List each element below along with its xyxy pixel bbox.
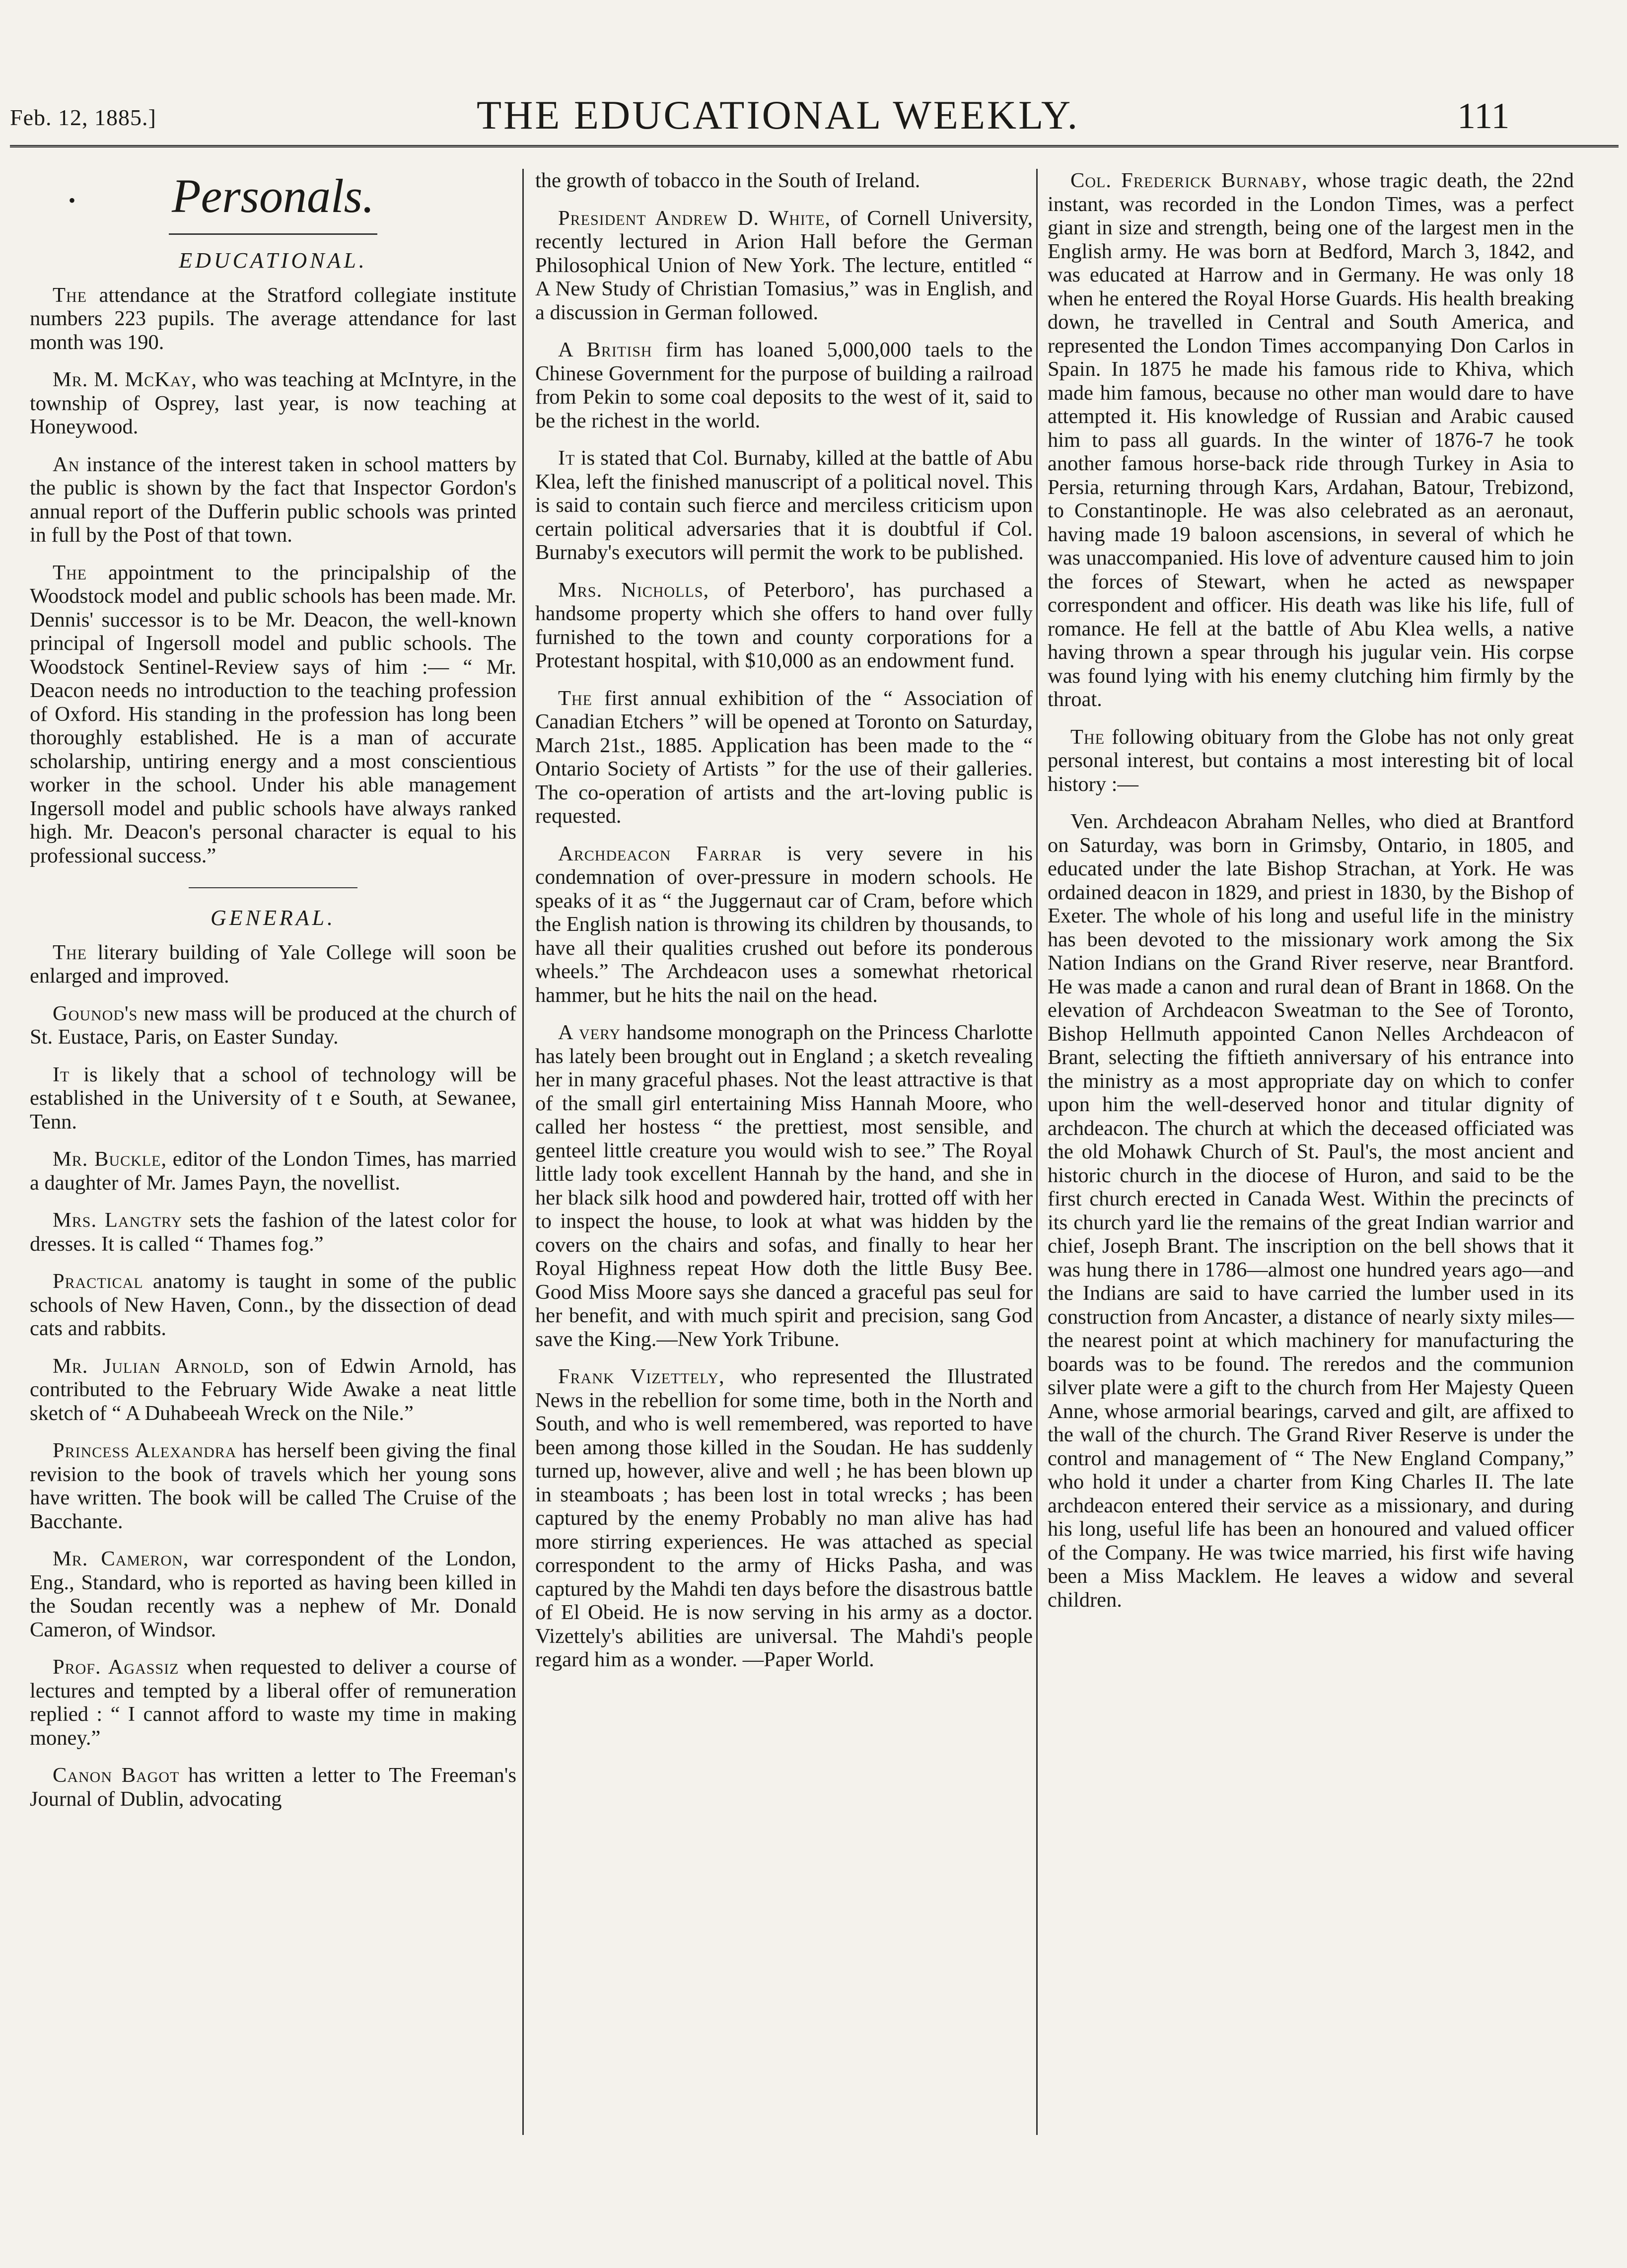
article-paragraph xyxy=(30,1655,516,1750)
paragraph-text: instance of the interest taken in school matters by the public is shown by the fact that Inspector Gordon's annual report of the Dufferin public schools was printed in full by the Post of that town. xyxy=(30,452,516,547)
column-divider xyxy=(522,169,524,2135)
column-3-items xyxy=(1048,169,1574,1612)
article-paragraph xyxy=(1048,169,1574,711)
paragraph-text: firm has loaned 5,000,000 taels to the Chinese Government for the purpose of building a railroad from Pekin to some coal deposits to the west of it, said to be the richest in the world. xyxy=(535,338,1033,432)
article-paragraph xyxy=(30,1354,516,1425)
paragraph-text: is likely that a school of technology will be established in the University of t e South, at Sewanee, Tenn. xyxy=(30,1063,516,1134)
article-paragraph xyxy=(30,1547,516,1641)
heading-rule xyxy=(169,233,377,235)
paragraph-lead: Mr. M. McKay, xyxy=(53,368,198,391)
column-2 xyxy=(535,169,1033,1686)
paragraph-lead: A very xyxy=(558,1021,621,1044)
paragraph-text: Ven. Archdeacon Abraham Nelles, who died at Brantford on Saturday, was born in Grimsby, Ontario, in 1805, and educated under the late Bishop Strachan, at York. He was ordained deacon in 1829, and priest in 1830, by the Bishop of Exeter. The whole of his long and useful life in the ministry has been devoted to the missionary work among the Six Nation Indians on the Grand River reserve, near Brantford. He was made a canon and rural dean of Brant in 1868. On the elevation of Archdeacon Sweatman to the See of Toronto, Bishop Hellmuth appointed Canon Nelles Archdeacon of Brant, selecting the fiftieth anniversary of his entrance into the ministry as a most appropriate day on which to confer upon him the well-deserved honor and titular dignity of archdeacon. The church at which the deceased officiated was the old Mohawk Church of St. Paul's, the most ancient and historic church in the diocese of Huron, and said to be the first church erected in Canada West. Within the precincts of its church yard lie the remains of the great Indian warrior and chief, Joseph Brant. The inscription on the bell shows that it was hung there in 1786—almost one hundred years ago—and the Indians are said to have carried the lumber used in its construction from Ancaster, a distance of nearly sixty miles—the nearest point at which machinery for manufacturing the boards was to be found. The reredos and the communion silver plate were a gift to the church from Her Majesty Queen Anne, whose armorial bearings, carved and gilt, are affixed to the wall of the church. The Grand River Reserve is under the control and management of “ The New England Company,” who hold it under a charter from King Charles II. The late archdeacon entered their service as a missionary, and during his long, useful life has been an honoured and valued officer of the Company. He was twice married, his first wife having been a Miss Macklem. He leaves a widow and several children. xyxy=(1048,810,1574,1612)
paragraph-lead: Prof. Agassiz xyxy=(53,1655,179,1679)
article-paragraph xyxy=(535,687,1033,828)
bullet-mark: • xyxy=(69,189,76,212)
article-paragraph xyxy=(30,1002,516,1049)
paragraph-text: war correspondent of the London, Eng., Standard, who is reported as having been killed in the Soudan recently was a nephew of Mr. Donald Cameron, of Windsor. xyxy=(30,1547,516,1641)
paragraph-text: whose tragic death, the 22nd instant, was recorded in the London Times, was a perfect giant in size and strength, being one of the largest men in the English army. He was born at Bedford, March 3, 1842, and was educated at Harrow and in Germany. He was only 18 when he entered the Royal Horse Guards. His health breaking down, he travelled in Central and South America, and represented the London Times accompanying Don Carlos in Spain. In 1875 he made his famous ride to Khiva, which made him famous, because no other man would dare to have attempted it. His knowledge of Russian and Arabic caused him to pass all guards. In the winter of 1876-7 he took another famous horse-back ride through Turkey in Asia to Persia, returning through Kars, Ardahan, Batour, Trebizond, to Constantinople. He was also celebrated as an aeronaut, having made 19 baloon ascensions, in several of which he was unaccompanied. His love of adventure caused him to join the forces of Stewart, when he acted as newspaper correspondent and officer. His death was like his life, full of romance. He fell at the battle of Abu Klea wells, a native having thrown a spear through his jugular vein. His corpse was found lying with his enemy clutching him firmly by the throat. xyxy=(1048,169,1574,711)
paragraph-text: is very severe in his condemnation of over-pressure in modern schools. He speaks of it as “ the Juggernaut car of Cram, before which the English nation is throwing its children by thousands, to have all their qualities crushed out before its ponderous wheels.” The Archdeacon uses a somewhat rhetorical hammer, but he hits the nail on the head. xyxy=(535,842,1033,1007)
subheading-educational: EDUCATIONAL. xyxy=(179,248,367,273)
paragraph-lead: Mrs. Langtry xyxy=(53,1208,183,1232)
paragraph-lead: Archdeacon Farrar xyxy=(558,842,763,865)
paragraph-lead: The xyxy=(53,940,87,964)
article-paragraph xyxy=(30,561,516,868)
column-divider xyxy=(1036,169,1038,2135)
article-paragraph xyxy=(535,1365,1033,1672)
paragraph-text: editor of the London Times, has married a daughter of Mr. James Payn, the novellist. xyxy=(30,1147,517,1195)
paragraph-text: new mass will be produced at the church of St. Eustace, Paris, on Easter Sunday. xyxy=(30,1001,516,1049)
paragraph-text: has herself been giving the final revision to the book of travels which her young sons have written. The book will be called The Cruise of the Bacchante. xyxy=(30,1439,516,1533)
general-items xyxy=(30,941,516,1811)
paragraph-text: who represented the Illustrated News in the rebellion for some time, both in the North and South, and who is well remembered, was reported to have been among those killed in the Soudan. He has suddenly turned up, however, alive and well ; he has been blown up in steamboats ; has been lost in total wrecks ; has been captured by the enemy Probably no man alive has had more stirring experiences. He was attached as special correspondent to the army of Hicks Pasha, and was captured by the Mahdi ten days before the disastrous battle of El Obeid. He is now serving in his army as a doctor. Vizettely's abilities are universal. The Mahdi's people regard him as a wonder. —Paper World. xyxy=(535,1365,1033,1671)
paragraph-text: son of Edwin Arnold, has contributed to the February Wide Awake a neat little sketch of “ A Duhabeeah Wreck on the Nile.” xyxy=(30,1354,516,1425)
paragraph-lead: President Andrew D. White, xyxy=(558,206,831,230)
paragraph-text: of Cornell University, recently lectured in Arion Hall before the German Philosophical Union of New York. The lecture, entitled “ A New Study of Christian Tomasius,” was in English, and a discussion in German followed. xyxy=(535,206,1033,324)
page-number: 111 xyxy=(1457,96,1510,137)
article-paragraph xyxy=(535,207,1033,325)
article-paragraph xyxy=(30,1270,516,1341)
paragraph-text: when requested to deliver a course of lectures and tempted by a liberal offer of remuneration replied : “ I cannot afford to waste my time in making money.” xyxy=(30,1655,516,1750)
article-paragraph xyxy=(535,1021,1033,1351)
educational-items xyxy=(30,284,516,868)
paragraph-lead: A British xyxy=(558,338,652,361)
paragraph-lead: Mr. Julian Arnold, xyxy=(53,1354,250,1378)
subheading-general: GENERAL. xyxy=(210,906,336,930)
column-2-items xyxy=(535,169,1033,1672)
article-paragraph xyxy=(30,1147,516,1195)
article-paragraph xyxy=(535,446,1033,565)
column-3 xyxy=(1048,169,1574,1626)
article-paragraph xyxy=(30,368,516,439)
section-heading-personals: Personals. xyxy=(172,169,374,222)
paragraph-text: anatomy is taught in some of the public schools of New Haven, Conn., by the dissection of dead cats and rabbits. xyxy=(30,1270,516,1340)
section-divider xyxy=(189,887,357,888)
paragraph-lead: Frank Vizettely, xyxy=(558,1365,725,1388)
paragraph-lead: Mr. Buckle, xyxy=(53,1147,167,1171)
paragraph-lead: It xyxy=(53,1063,70,1086)
paragraph-text: the growth of tobacco in the South of Ireland. xyxy=(535,169,920,192)
article-paragraph xyxy=(30,1208,516,1256)
paragraph-text: appointment to the principalship of the Woodstock model and public schools has been made. Mr. Dennis' successor is to be Mr. Deacon, the well-known principal of Ingersoll model and public schools. The Woodstock Sentinel-Review says of him :— “ Mr. Deacon needs no introduction to the teaching profession of Oxford. His standing in the profession has long been thoroughly established. He is a man of accurate scholarship, untiring energy and a most conscientious worker in the school. Under his able management Ingersoll model and public schools have always ranked high. Mr. Deacon's personal character is equal to his professional success.” xyxy=(30,561,516,867)
article-paragraph xyxy=(30,1063,516,1134)
article-paragraph xyxy=(535,578,1033,673)
paragraph-text: is stated that Col. Burnaby, killed at the battle of Abu Klea, left the finished manuscript of a political novel. This is said to contain such fierce and merciless criticism upon certain political adversaries that it is doubtful if Col. Burnaby's executors will permit the work to be published. xyxy=(535,446,1033,564)
article-paragraph xyxy=(30,941,516,988)
article-paragraph xyxy=(30,1764,516,1811)
paragraph-lead: The xyxy=(1070,725,1105,749)
paragraph-text: attendance at the Stratford collegiate institute numbers 223 pupils. The average attendance for last month was 190. xyxy=(30,283,516,354)
article-paragraph xyxy=(30,284,516,354)
paragraph-lead: Practical xyxy=(53,1270,143,1293)
article-paragraph xyxy=(1048,725,1574,796)
paragraph-lead: The xyxy=(53,561,87,584)
article-paragraph xyxy=(535,842,1033,1007)
paragraph-lead: The xyxy=(558,686,592,710)
article-paragraph xyxy=(30,1439,516,1533)
paragraph-lead: Canon Bagot xyxy=(53,1764,180,1787)
paragraph-text: of Peterboro', has purchased a handsome property which she offers to hand over fully furnished to the town and county corporations for a Protestant hospital, with $10,000 as an endowment fund. xyxy=(535,578,1033,672)
paragraph-text: following obituary from the Globe has not only great personal interest, but contains a most interesting bit of local history :— xyxy=(1048,725,1574,796)
paragraph-text: who was teaching at McIntyre, in the township of Osprey, last year, is now teaching at Honeywood. xyxy=(30,368,516,438)
article-paragraph xyxy=(30,453,516,547)
paragraph-lead: Mr. Cameron, xyxy=(53,1547,189,1570)
paragraph-lead: Col. Frederick Burnaby, xyxy=(1070,169,1308,192)
paragraph-text: literary building of Yale College will soon be enlarged and improved. xyxy=(30,940,516,988)
article-paragraph xyxy=(535,169,1033,193)
column-1 xyxy=(30,169,516,1825)
paragraph-text: has written a letter to The Freeman's Journal of Dublin, advocating xyxy=(30,1764,516,1811)
article-paragraph xyxy=(535,338,1033,432)
paragraph-lead: Mrs. Nicholls, xyxy=(558,578,709,602)
page-header xyxy=(0,0,1627,149)
paragraph-lead: It xyxy=(558,446,575,470)
header-rule xyxy=(10,145,1619,147)
paragraph-text: first annual exhibition of the “ Association of Canadian Etchers ” will be opened at Toronto on Saturday, March 21st., 1885. Application has been made to the “ Ontario Society of Artists ” for the use of their galleries. The co-operation of artists and the art-loving public is requested. xyxy=(535,686,1033,828)
issue-date: Feb. 12, 1885.] xyxy=(10,105,156,130)
paragraph-lead: Gounod's xyxy=(53,1001,138,1025)
article-paragraph xyxy=(1048,810,1574,1612)
paragraph-lead: Princess Alexandra xyxy=(53,1439,237,1462)
paragraph-text: sets the fashion of the latest color for dresses. It is called “ Thames fog.” xyxy=(30,1208,516,1256)
paragraph-text: handsome monograph on the Princess Charlotte has lately been brought out in England ; a sketch revealing her in many graceful phases. Not the least attractive is that of the small girl entertaining Miss Hannah Moore, who called her hostess “ the prettiest, most sensible, and genteel little creature you would wish to see.” The Royal little lady took excellent Hannah by the hand, and she in her black silk hood and powdered hair, trotted off with her to inspect the house, to look at what was hidden by the covers on the chairs and sofas, and finally to hear her Royal Highness repeat How doth the little Busy Bee. Good Miss Moore says she danced a graceful pas seul for her benefit, and with much spirit and precision, sang God save the King.—New York Tribune. xyxy=(535,1021,1033,1351)
paragraph-lead: An xyxy=(53,452,80,476)
paragraph-lead: The xyxy=(53,283,87,307)
publication-title: THE EDUCATIONAL WEEKLY. xyxy=(477,92,1080,138)
